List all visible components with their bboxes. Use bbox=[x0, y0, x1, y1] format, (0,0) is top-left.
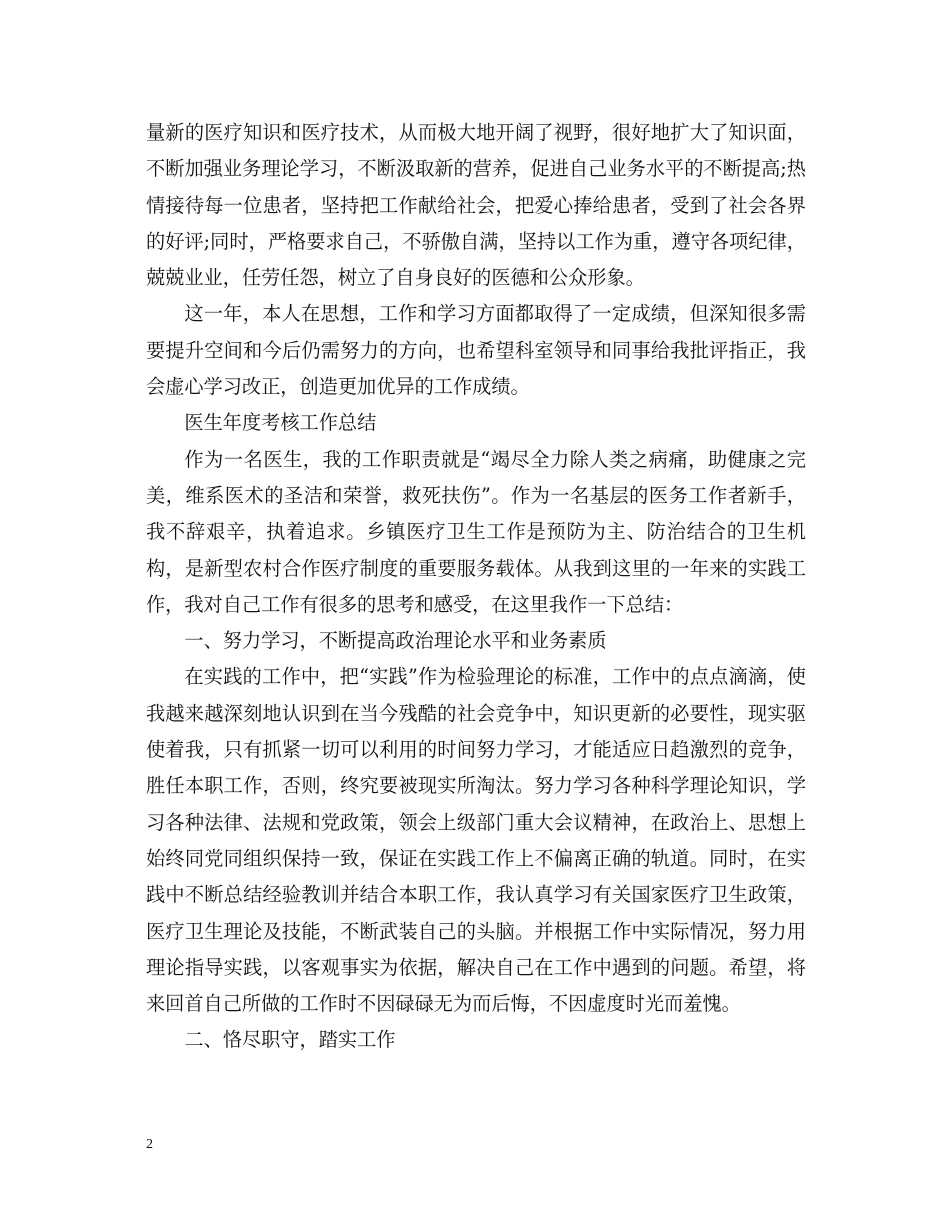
body-paragraph: 这一年，本人在思想，工作和学习方面都取得了一定成绩，但深知很多需要提升空间和今后仍需努力的方向，也希望科室领导和同事给我批评指正，我会虚心学习改正，创造更加优异的工作成绩。 bbox=[146, 302, 806, 399]
section-heading: 医生年度考核工作总结 bbox=[184, 411, 377, 435]
body-paragraph: 在实践的工作中，把“实践”作为检验理论的标准，工作中的点点滴滴，使我越来越深刻地认识到在当今残酷的社会竞争中，知识更新的必要性，现实驱使着我，只有抓紧一切可以利用的时间努力学习，才能适应日趋激烈的竞争，胜任本职工作，否则，终究要被现实所淘汰。努力学习各种科学理论知识，学习各种法律、法规和党政策，领会上级部门重大会议精神，在政治上、思想上始终同党同组织保持一致，保证在实践工作上不偏离正确的轨道。同时，在实践中不断总结经验教训并结合本职工作，我认真学习有关国家医疗卫生政策，医疗卫生理论及技能，不断武装自己的头脑。并根据工作中实际情况，努力用理论指导实践，以客观事实为依据，解决自己在工作中遇到的问题。希望，将来回首自己所做的工作时不因碌碌无为而后悔，不因虚度时光而羞愧。 bbox=[146, 665, 806, 1016]
body-paragraph: 作为一名医生，我的工作职责就是“竭尽全力除人类之病痛，助健康之完美，维系医术的圣洁和荣誉，救死扶伤”。作为一名基层的医务工作者新手，我不辞艰辛，执着追求。乡镇医疗卫生工作是预防为主、防治结合的卫生机构，是新型农村合作医疗制度的重要服务载体。从我到这里的一年来的实践工作，我对自己工作有很多的思考和感受，在这里我作一下总结： bbox=[146, 447, 806, 616]
subsection-heading: 一、努力学习，不断提高政治理论水平和业务素质 bbox=[184, 629, 607, 653]
subsection-heading: 二、恪尽职守，踏实工作 bbox=[184, 1028, 396, 1052]
document-body bbox=[146, 115, 806, 1059]
body-paragraph: 量新的医疗知识和医疗技术，从而极大地开阔了视野，很好地扩大了知识面，不断加强业务理论学习，不断汲取新的营养，促进自己业务水平的不断提高;热情接待每一位患者，坚持把工作献给社会，把爱心捧给患者，受到了社会各界的好评;同时，严格要求自己，不骄傲自满，坚持以工作为重，遵守各项纪律，兢兢业业，任劳任怨，树立了自身良好的医德和公众形象。 bbox=[146, 121, 806, 290]
page-number: 2 bbox=[146, 1137, 153, 1152]
